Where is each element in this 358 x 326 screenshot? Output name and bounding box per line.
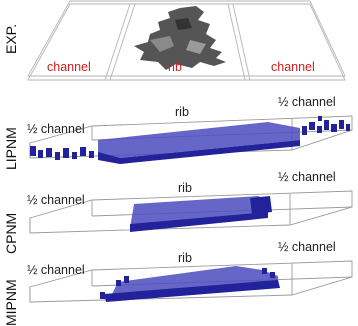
exp-label-center: rib	[168, 60, 182, 74]
mipnm-panel	[3, 240, 352, 326]
cpnm-label-left: ½ channel	[27, 193, 85, 207]
exp-label-left: channel	[47, 60, 91, 74]
mipnm-label-right: ½ channel	[278, 240, 336, 254]
mipnm-label-left: ½ channel	[27, 263, 85, 277]
lipnm-label-right: ½ channel	[278, 95, 336, 109]
lipnm-label-left: ½ channel	[27, 122, 85, 136]
exp-panel	[3, 1, 345, 80]
cpnm-row-label: CPNM	[3, 212, 19, 254]
mipnm-water-cluster	[100, 266, 280, 302]
mipnm-row-label: MIPNM	[3, 279, 19, 326]
lipnm-label-center: rib	[175, 105, 189, 119]
exp-label-right: channel	[271, 60, 315, 74]
mipnm-label-center: rib	[178, 251, 192, 265]
lipnm-row-label: LIPNM	[3, 127, 19, 170]
lipnm-panel	[3, 95, 352, 170]
cpnm-label-center: rib	[178, 181, 192, 195]
exp-row-label: EXP.	[3, 23, 19, 54]
cpnm-label-right: ½ channel	[278, 170, 336, 184]
